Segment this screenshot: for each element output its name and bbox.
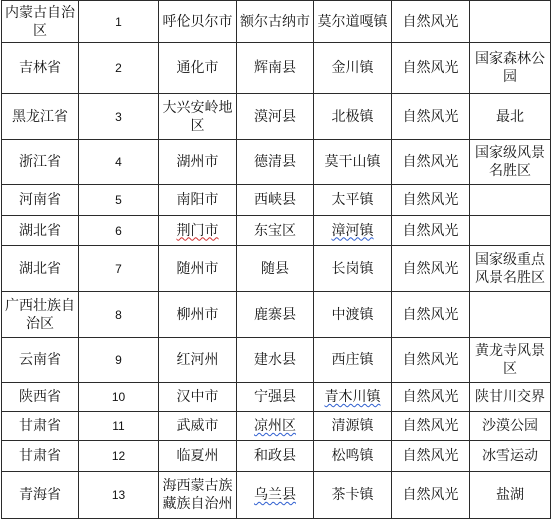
city-cell: 大兴安岭地区 bbox=[159, 94, 237, 140]
note-cell: 沙漠公园 bbox=[470, 412, 551, 441]
city-cell: 临夏州 bbox=[159, 441, 237, 472]
number-cell: 13 bbox=[79, 472, 159, 519]
province-cell: 云南省 bbox=[2, 338, 79, 383]
town-cell: 茶卡镇 bbox=[314, 472, 392, 519]
city-cell: 武威市 bbox=[159, 412, 237, 441]
city-cell: 通化市 bbox=[159, 43, 237, 94]
number-cell: 10 bbox=[79, 383, 159, 412]
note-cell bbox=[470, 185, 551, 216]
county-cell: 西峡县 bbox=[237, 185, 314, 216]
town-cell: 清源镇 bbox=[314, 412, 392, 441]
type-cell: 自然风光 bbox=[392, 472, 470, 519]
type-cell: 自然风光 bbox=[392, 383, 470, 412]
town-cell: 北极镇 bbox=[314, 94, 392, 140]
table-row bbox=[2, 338, 551, 383]
city-cell: 柳州市 bbox=[159, 292, 237, 338]
province-cell: 河南省 bbox=[2, 185, 79, 216]
table-row bbox=[2, 1, 551, 43]
table-row bbox=[2, 185, 551, 216]
town-cell: 金川镇 bbox=[314, 43, 392, 94]
town-cell: 莫干山镇 bbox=[314, 140, 392, 185]
town-cell: 中渡镇 bbox=[314, 292, 392, 338]
table-row bbox=[2, 383, 551, 412]
note-cell bbox=[470, 292, 551, 338]
town-text: 漳河镇 bbox=[331, 222, 374, 239]
town-table bbox=[1, 0, 551, 519]
county-cell: 漠河县 bbox=[237, 94, 314, 140]
note-cell: 国家级风景名胜区 bbox=[470, 140, 551, 185]
note-cell: 国家森林公园 bbox=[470, 43, 551, 94]
number-cell: 11 bbox=[79, 412, 159, 441]
number-cell: 1 bbox=[79, 1, 159, 43]
city-cell: 海西蒙古族藏族自治州 bbox=[159, 472, 237, 519]
town-cell: 长岗镇 bbox=[314, 246, 392, 292]
town-cell: 太平镇 bbox=[314, 185, 392, 216]
type-cell: 自然风光 bbox=[392, 292, 470, 338]
county-cell: 东宝区 bbox=[237, 216, 314, 246]
province-cell: 黑龙江省 bbox=[2, 94, 79, 140]
county-cell: 随县 bbox=[237, 246, 314, 292]
number-cell: 2 bbox=[79, 43, 159, 94]
province-cell: 内蒙古自治区 bbox=[2, 1, 79, 43]
county-cell: 建水县 bbox=[237, 338, 314, 383]
county-text: 凉州区 bbox=[254, 418, 296, 434]
county-cell bbox=[237, 412, 314, 441]
province-cell: 湖北省 bbox=[2, 216, 79, 246]
table-row bbox=[2, 94, 551, 140]
county-cell: 鹿寨县 bbox=[237, 292, 314, 338]
province-cell: 浙江省 bbox=[2, 140, 79, 185]
city-cell: 汉中市 bbox=[159, 383, 237, 412]
city-text: 荆门市 bbox=[176, 222, 219, 239]
town-cell: 莫尔道嘎镇 bbox=[314, 1, 392, 43]
town-cell bbox=[314, 383, 392, 412]
note-cell bbox=[470, 216, 551, 246]
table-row bbox=[2, 43, 551, 94]
county-cell: 辉南县 bbox=[237, 43, 314, 94]
town-cell bbox=[314, 216, 392, 246]
county-cell: 和政县 bbox=[237, 441, 314, 472]
county-cell: 德清县 bbox=[237, 140, 314, 185]
table-row bbox=[2, 472, 551, 519]
province-cell: 陕西省 bbox=[2, 383, 79, 412]
province-cell: 青海省 bbox=[2, 472, 79, 519]
note-cell: 黄龙寺风景区 bbox=[470, 338, 551, 383]
table-row bbox=[2, 140, 551, 185]
city-cell: 湖州市 bbox=[159, 140, 237, 185]
type-cell: 自然风光 bbox=[392, 246, 470, 292]
town-cell: 松鸣镇 bbox=[314, 441, 392, 472]
province-cell: 吉林省 bbox=[2, 43, 79, 94]
province-cell: 甘肃省 bbox=[2, 412, 79, 441]
number-cell: 6 bbox=[79, 216, 159, 246]
table-row bbox=[2, 216, 551, 246]
note-cell: 最北 bbox=[470, 94, 551, 140]
table-row bbox=[2, 441, 551, 472]
number-cell: 4 bbox=[79, 140, 159, 185]
type-cell: 自然风光 bbox=[392, 1, 470, 43]
city-cell: 红河州 bbox=[159, 338, 237, 383]
type-cell: 自然风光 bbox=[392, 338, 470, 383]
table-row bbox=[2, 412, 551, 441]
county-cell: 额尔古纳市 bbox=[237, 1, 314, 43]
city-cell: 随州市 bbox=[159, 246, 237, 292]
table-row bbox=[2, 292, 551, 338]
number-cell: 5 bbox=[79, 185, 159, 216]
city-cell bbox=[159, 216, 237, 246]
type-cell: 自然风光 bbox=[392, 441, 470, 472]
county-cell bbox=[237, 472, 314, 519]
number-cell: 3 bbox=[79, 94, 159, 140]
county-text: 乌兰县 bbox=[254, 487, 296, 503]
province-cell: 甘肃省 bbox=[2, 441, 79, 472]
note-cell bbox=[470, 1, 551, 43]
type-cell: 自然风光 bbox=[392, 412, 470, 441]
county-cell: 宁强县 bbox=[237, 383, 314, 412]
number-cell: 9 bbox=[79, 338, 159, 383]
number-cell: 12 bbox=[79, 441, 159, 472]
city-cell: 呼伦贝尔市 bbox=[159, 1, 237, 43]
province-cell: 广西壮族自治区 bbox=[2, 292, 79, 338]
town-cell: 西庄镇 bbox=[314, 338, 392, 383]
province-cell: 湖北省 bbox=[2, 246, 79, 292]
number-cell: 7 bbox=[79, 246, 159, 292]
note-cell: 冰雪运动 bbox=[470, 441, 551, 472]
number-cell: 8 bbox=[79, 292, 159, 338]
town-text: 青木川镇 bbox=[324, 389, 381, 405]
type-cell: 自然风光 bbox=[392, 43, 470, 94]
type-cell: 自然风光 bbox=[392, 216, 470, 246]
note-cell: 陕甘川交界 bbox=[470, 383, 551, 412]
type-cell: 自然风光 bbox=[392, 185, 470, 216]
type-cell: 自然风光 bbox=[392, 140, 470, 185]
note-cell: 盐湖 bbox=[470, 472, 551, 519]
type-cell: 自然风光 bbox=[392, 94, 470, 140]
table-row bbox=[2, 246, 551, 292]
city-cell: 南阳市 bbox=[159, 185, 237, 216]
note-cell: 国家级重点风景名胜区 bbox=[470, 246, 551, 292]
